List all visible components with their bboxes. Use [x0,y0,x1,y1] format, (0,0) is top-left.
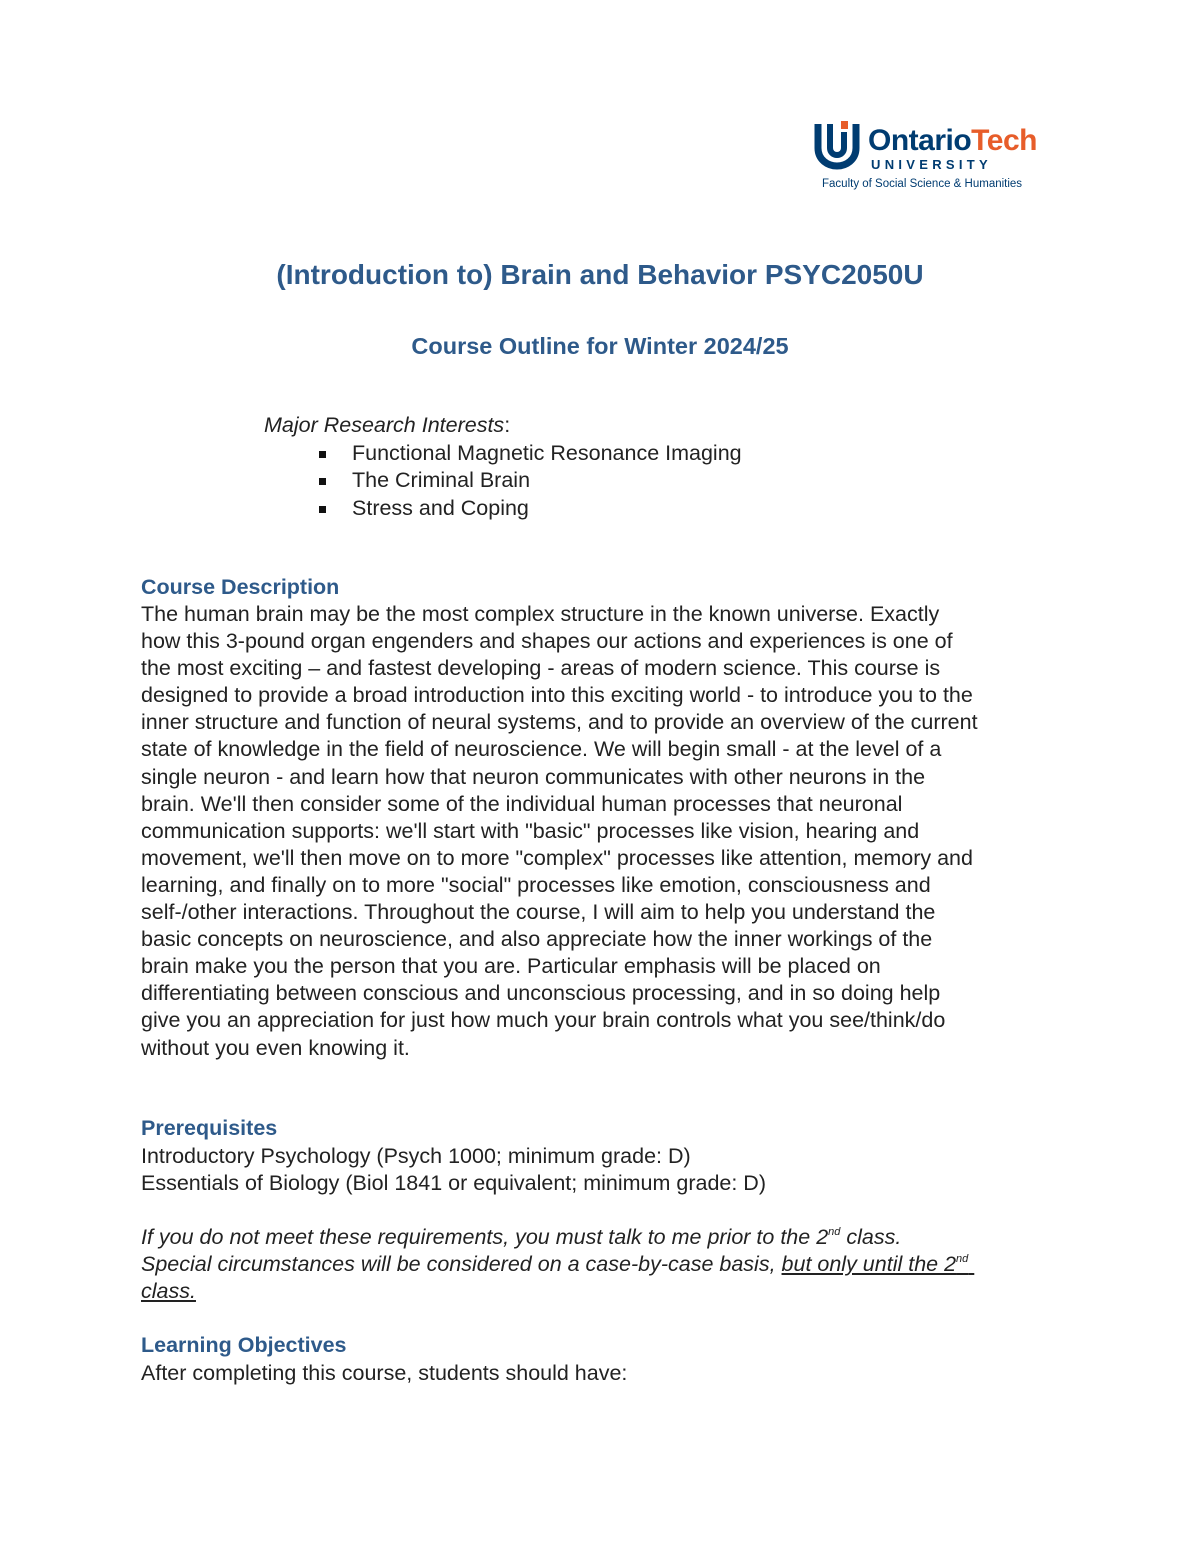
paragraph-line: learning, and finally on to more "social" processes like emotion, consciousness and [141,872,931,897]
paragraph-line: differentiating between conscious and unconscious processing, and in so doing help [141,981,941,1006]
square-bullet-icon [319,478,326,485]
note-underlined-text: but only until the 2 [781,1252,957,1277]
prerequisites-heading: Prerequisites [141,1116,278,1140]
square-bullet-icon [319,506,326,513]
paragraph-line: The human brain may be the most complex structure in the known universe. Exactly [141,602,940,626]
note-emphasis [782,1252,975,1276]
list-item [264,467,742,495]
research-interests-label-row [264,412,742,440]
course-subtitle: Course Outline for Winter 2024/25 [411,333,789,359]
faculty-name: Faculty of Social Science & Humanities [822,178,1023,190]
list-item-text: Stress and Coping [352,495,529,520]
research-interests [264,412,742,522]
research-interests-label: Major Research Interests [264,413,505,437]
learning-objectives-intro: After completing this course, students should have: [141,1361,628,1385]
paragraph-line: movement, we'll then move on to more "complex" processes like attention, memory and [141,845,973,870]
note-line [141,1278,1071,1305]
paragraph-line: brain. We'll then consider some of the individual human processes that neuronal [141,791,903,816]
course-title: (Introduction to) Brain and Behavior PSYC2050U [276,259,924,290]
ontariotech-shield-icon [812,118,862,170]
list-item-text: Functional Magnetic Resonance Imaging [352,440,742,465]
prerequisites-list [141,1143,1071,1197]
paragraph-line: without you even knowing it. [141,1035,410,1060]
course-description-body [141,601,1071,1062]
logo-university: UNIVERSITY [871,157,993,172]
ordinal-suffix: nd [828,1226,841,1238]
course-description-heading: Course Description [141,575,340,599]
paragraph-line: brain make you the person that you are. Particular emphasis will be placed on [141,954,881,979]
ontariotech-logo [812,118,1062,196]
paragraph-line: designed to provide a broad introduction into this exciting world - to introduce you to the [141,683,973,708]
ordinal-suffix: nd [956,1253,969,1266]
logo-word-ontario: Ontario [868,124,972,157]
note-line [141,1251,1071,1278]
paragraph-line: communication supports: we'll start with "basic" processes like vision, hearing and [141,818,920,843]
note-text: class. [840,1225,902,1249]
note-line [141,1224,1071,1251]
paragraph-line: the most exciting – and fastest developing - areas of modern science. This course is [141,656,941,681]
paragraph-line: give you an appreciation for just how much your brain controls what you see/think/do [141,1008,946,1033]
list-item [264,440,742,468]
research-interests-colon: : [504,413,511,437]
prerequisites-note [141,1224,1071,1305]
prerequisite-item: Introductory Psychology (Psych 1000; minimum grade: D) [141,1144,691,1168]
note-text: Special circumstances will be considered on a case-by-case basis, [141,1252,782,1277]
list-item-text: The Criminal Brain [352,468,531,492]
learning-objectives-heading: Learning Objectives [141,1333,347,1357]
paragraph-line: state of knowledge in the field of neuroscience. We will begin small - at the level of a [141,737,942,762]
logo-word-tech: Tech [971,124,1037,157]
paragraph-line: single neuron - and learn how that neuron communicates with other neurons in the [141,764,926,789]
note-underlined-text: class. [141,1279,196,1304]
research-interests-list [264,440,742,523]
paragraph-line: basic concepts on neuroscience, and also appreciate how the inner workings of the [141,927,933,952]
square-bullet-icon [319,451,326,458]
paragraph-line: inner structure and function of neural systems, and to provide an overview of the current [141,710,978,735]
note-text: If you do not meet these requirements, you must talk to me prior to the 2 [141,1225,829,1249]
prerequisite-item: Essentials of Biology (Biol 1841 or equivalent; minimum grade: D) [141,1171,766,1196]
logo-wordmark [868,124,1037,158]
list-item [264,495,742,523]
paragraph-line: how this 3-pound organ engenders and shapes our actions and experiences is one of [141,629,953,654]
paragraph-line: self-/other interactions. Throughout the course, I will aim to help you understand the [141,900,936,925]
